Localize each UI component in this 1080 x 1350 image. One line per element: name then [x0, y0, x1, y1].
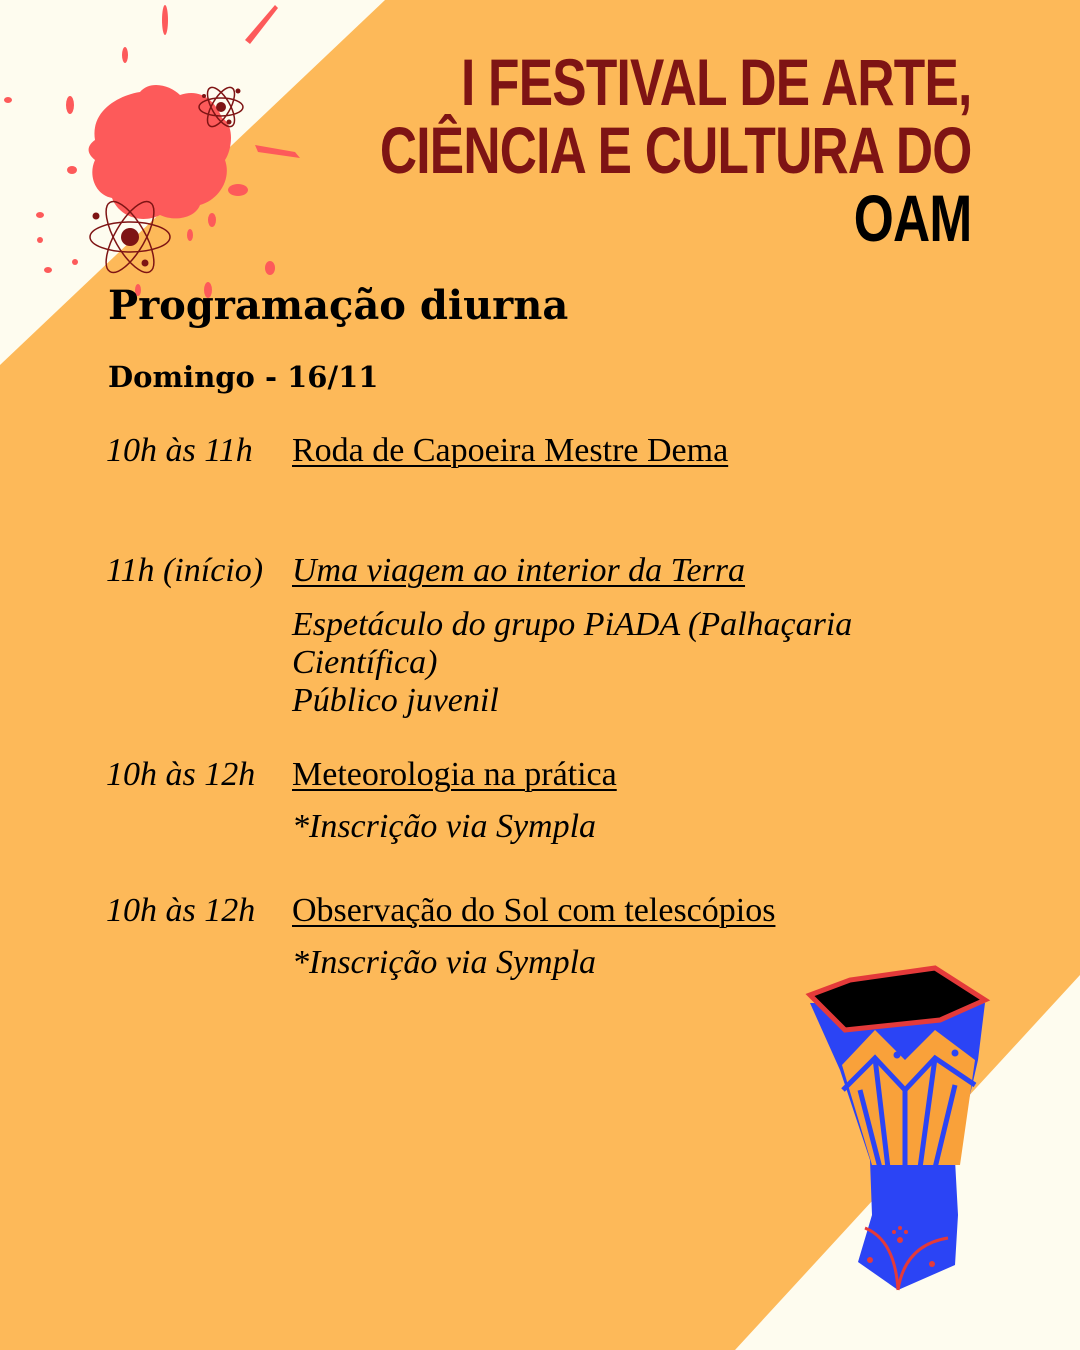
schedule-event-link[interactable]: Uma viagem ao interior da Terra: [292, 552, 746, 589]
schedule-note: Público juvenil: [292, 682, 499, 719]
schedule-event-link[interactable]: Meteorologia na prática: [292, 756, 617, 793]
date-heading: Domingo - 16/11: [108, 360, 379, 394]
schedule-note: *Inscrição via Sympla: [292, 808, 597, 845]
schedule-time: 10h às 12h: [106, 892, 256, 929]
schedule-note: *Inscrição via Sympla: [292, 944, 597, 981]
title-line-2: CIÊNCIA E CULTURA DO: [380, 113, 972, 187]
title-line-1: I FESTIVAL DE ARTE,: [461, 45, 972, 119]
schedule-event-link[interactable]: Roda de Capoeira Mestre Dema: [292, 432, 729, 469]
schedule-time: 10h às 11h: [106, 432, 253, 469]
schedule-time: 11h (início): [106, 552, 264, 589]
section-heading: Programação diurna: [108, 282, 569, 329]
schedule-note: Científica): [292, 644, 438, 681]
schedule-time: 10h às 12h: [106, 756, 256, 793]
schedule-note: Espetáculo do grupo PiADA (Palhaçaria: [292, 606, 853, 643]
title-line-3: OAM: [854, 181, 972, 255]
schedule-event-link[interactable]: Observação do Sol com telescópios: [292, 892, 776, 929]
